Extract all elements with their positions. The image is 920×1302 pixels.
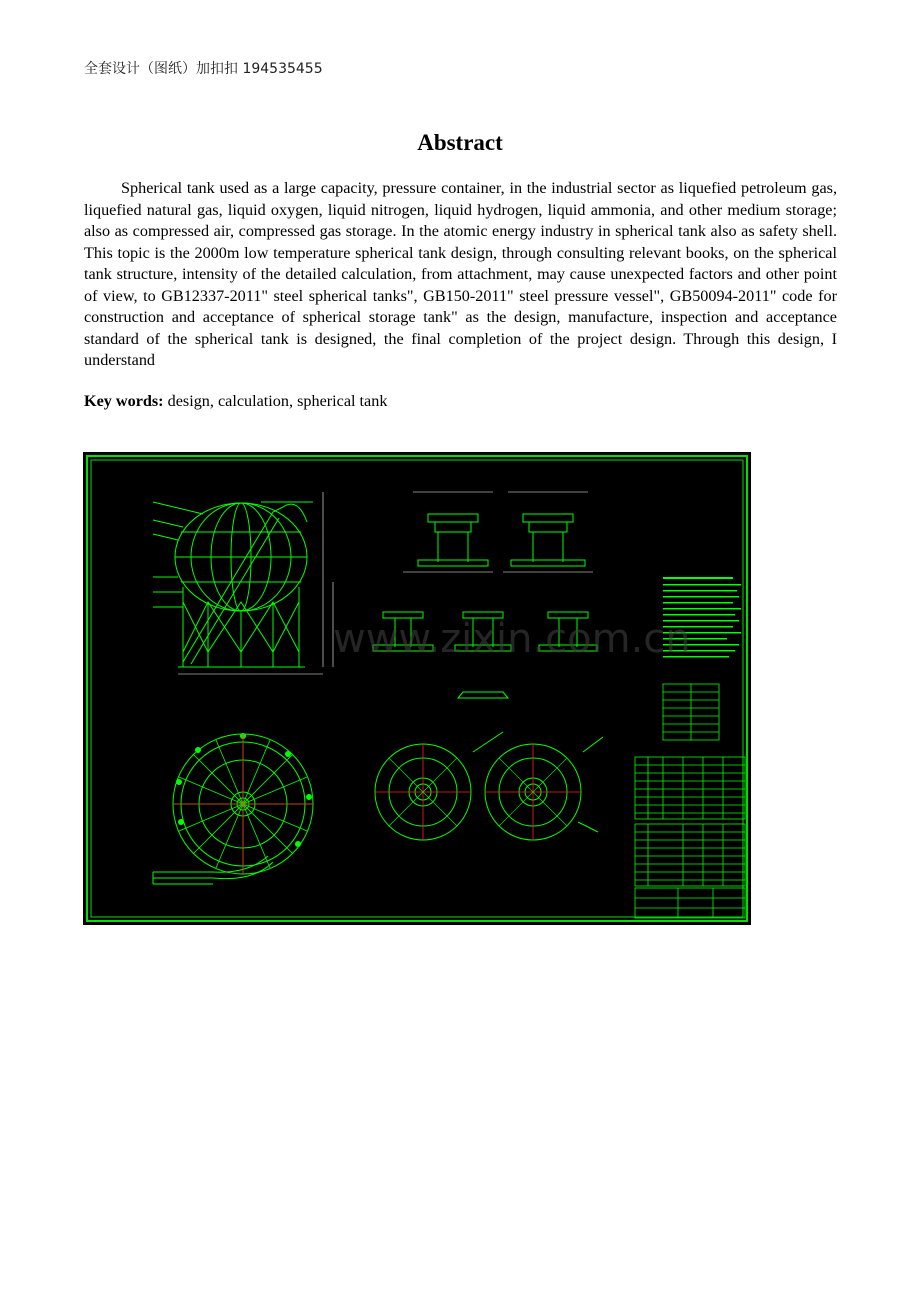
- cad-drawing-image: [83, 452, 751, 925]
- watermark-text: www.zixin.com.cn: [333, 616, 691, 662]
- keywords-value: design, calculation, spherical tank: [163, 392, 388, 410]
- keywords-label: Key words:: [84, 392, 164, 410]
- keywords-line: [84, 392, 387, 411]
- abstract-paragraph: Spherical tank used as a large capacity, pressure container, in the industrial sector as liquefied petroleum gas, liquefied natural gas, liquid oxygen, liquid nitrogen, liquid hydrogen, liquid ammonia, and other medium storage; also as compressed air, compressed gas storage. In the atomic energy industry in spherical tank also as safety shell. This topic is the 2000m low temperature spherical tank design, through consulting relevant books, on the spherical tank structure, intensity of the detailed calculation, from attachment, may cause unexpected factors and other point of view, to GB12337-2011" steel spherical tanks", GB150-2011" steel pressure vessel", GB50094-2011" code for construction and acceptance of spherical storage tank" as the design, manufacture, inspection and acceptance standard of the spherical tank is designed, the final completion of the project design. Through this design, I understand: [84, 179, 837, 369]
- header-contact-text: 全套设计（图纸）加扣扣 194535455: [84, 61, 323, 77]
- page-title: Abstract: [417, 130, 503, 155]
